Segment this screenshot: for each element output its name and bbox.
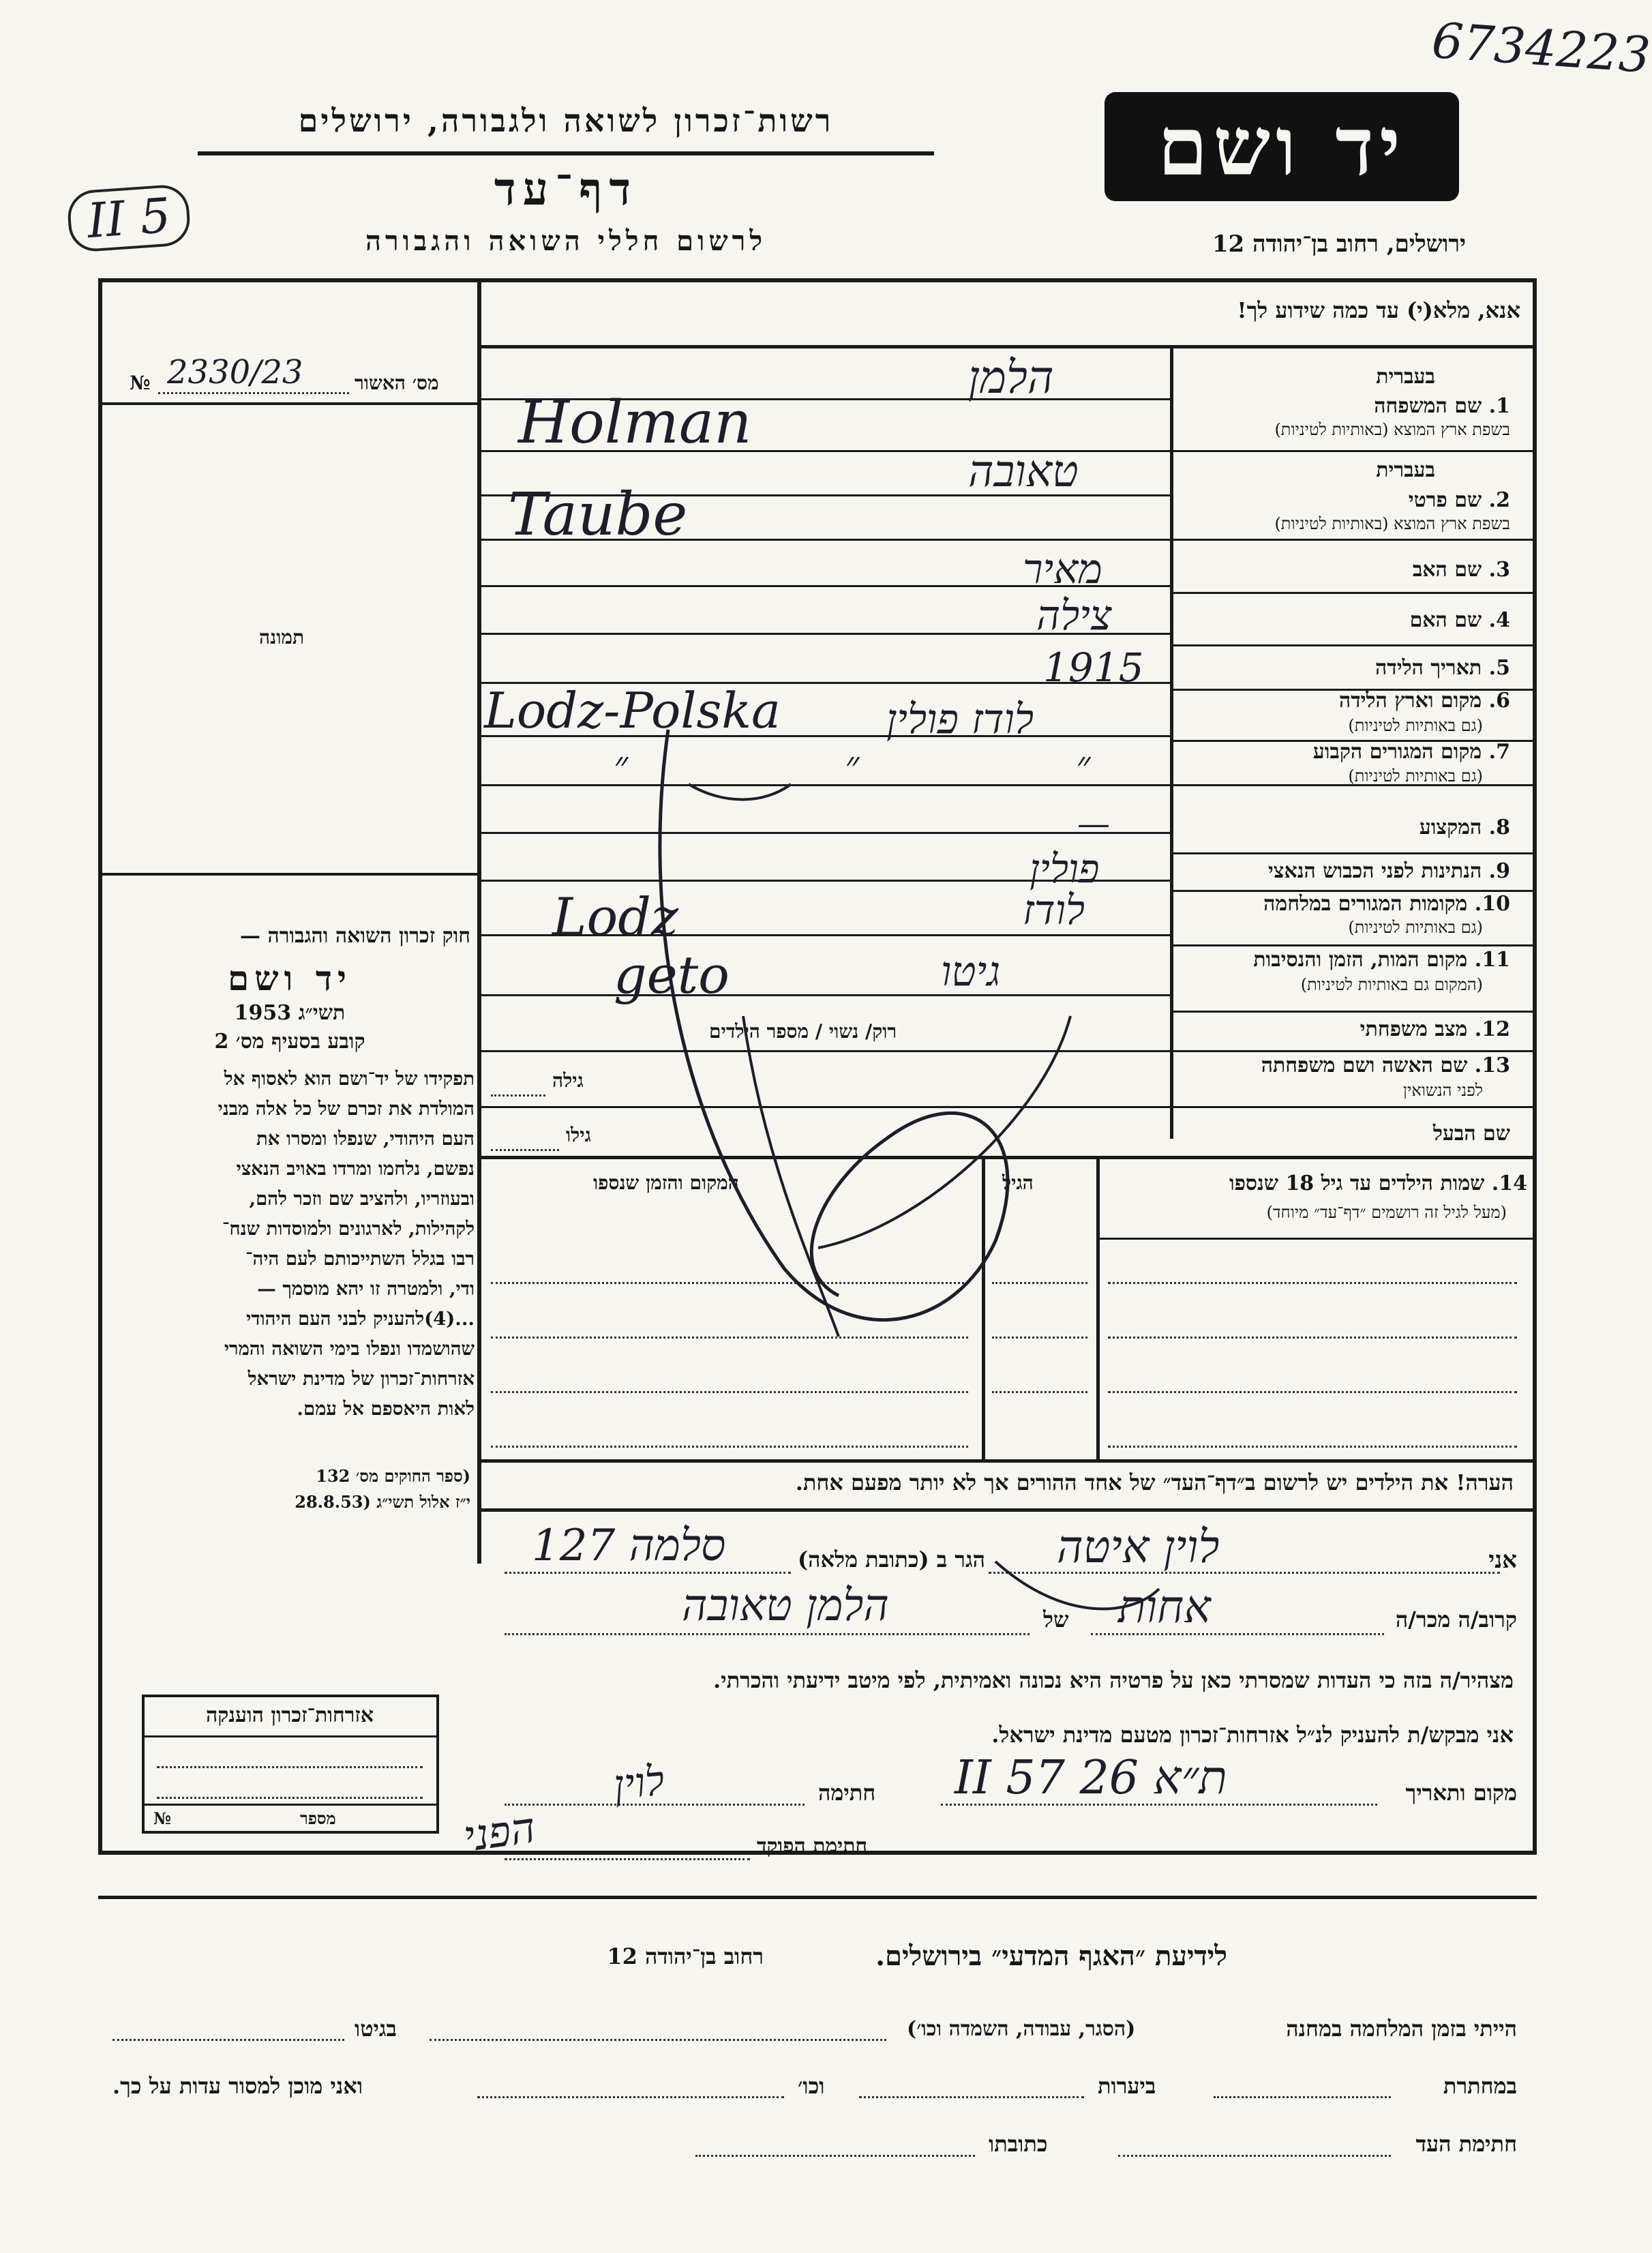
place-date-label: מקום ותאריך bbox=[1405, 1780, 1517, 1806]
law-source-date: י״ז אלול תשי״ג (28.8.53 bbox=[295, 1492, 470, 1512]
citizenship-title: אזרחות־זכרון הוענקה bbox=[205, 1703, 374, 1727]
first-name-sub: בשפת ארץ המוצא (באותיות לטיניות) bbox=[1274, 514, 1510, 533]
marital-status-label: מצב משפחתי bbox=[1360, 1017, 1468, 1041]
law-body-line: רבו בגלל השתייכותם לעם היה־ bbox=[245, 1248, 475, 1270]
residence-value[interactable]: ״ ״ ״ bbox=[614, 743, 1193, 788]
archive-number: 6734223 bbox=[1430, 11, 1652, 85]
children-col-place: המקום והזמן שנספו bbox=[593, 1172, 739, 1194]
law-source: (ספר החוקים מס׳ 132 bbox=[316, 1466, 470, 1486]
law-body-line: שהושמדו ונפלו בימי השואה והמרי bbox=[224, 1338, 475, 1360]
field-number: 12. bbox=[1474, 1017, 1510, 1041]
law-body-line: נפשם, נלחמו ומרדו באויב הנאצי bbox=[236, 1158, 475, 1180]
first-name-label: שם פרטי bbox=[1408, 488, 1482, 512]
field-number: 4. bbox=[1488, 608, 1510, 632]
field-number: 2. bbox=[1488, 488, 1510, 512]
field-number: 11. bbox=[1474, 948, 1510, 972]
surname-hebrew-value[interactable]: הלמן bbox=[968, 351, 1054, 404]
law-body-line: ...(4)להעניק לבני העם היהודי bbox=[246, 1308, 475, 1330]
wartime-residence-value[interactable]: לודז bbox=[1023, 886, 1085, 934]
mother-name-value[interactable]: צילה bbox=[1036, 592, 1112, 640]
death-place-latin-value[interactable]: geto bbox=[614, 944, 730, 1005]
bottom-line1-camp: הייתי בזמן המלחמה במחנה bbox=[1286, 2016, 1517, 2042]
form-title: דף־עד bbox=[494, 162, 638, 215]
law-body-line: אזרחות־זכרון של מדינת ישראל bbox=[247, 1368, 475, 1390]
nationality-value[interactable]: פולין bbox=[1030, 846, 1100, 892]
law-body-line: לאות היאספם אל עמם. bbox=[297, 1398, 475, 1420]
declarant-address-value[interactable]: סלמה 127 bbox=[532, 1521, 726, 1571]
note: הערה! את הילדים יש לרשום ב״דף־העד״ של אחד ההורים אך לא יותר מפעם אחת. bbox=[795, 1469, 1514, 1495]
birth-date-label: תאריך הלידה bbox=[1375, 656, 1482, 680]
margin-note: II 5 bbox=[66, 183, 192, 253]
wife-name-sub: לפני הנשואין bbox=[1402, 1081, 1483, 1100]
field-number: 3. bbox=[1488, 558, 1510, 582]
declarant-resides-label: הגר ב (כתובת מלאה) bbox=[798, 1547, 985, 1572]
wartime-residence-label: מקומות המגורים במלחמה bbox=[1263, 892, 1468, 916]
marital-status-options[interactable]: רוק/ נשוי / מספר הילדים bbox=[709, 1020, 897, 1043]
registration-value: 2330/23 bbox=[167, 353, 303, 391]
bottom-line2-etc: וכו׳ bbox=[798, 2073, 825, 2099]
father-name-value[interactable]: מאיר bbox=[1023, 546, 1102, 593]
declarant-of-label: של bbox=[1043, 1607, 1069, 1632]
officer-signature-label: חתימת הפוקד bbox=[757, 1834, 868, 1858]
declaration: מצהיר/ה בזה כי העדות שמסרתי כאן על פרטיה היא נכונה ואמיתית, לפי מיטב ידיעתי והכרתי. bbox=[713, 1667, 1514, 1693]
law-body-line: ודי, ולמטרה זו יהא מוסמך — bbox=[257, 1278, 475, 1300]
declarant-of-value[interactable]: הלמן טאובה bbox=[682, 1581, 889, 1631]
signature-value[interactable]: לוין bbox=[611, 1757, 667, 1810]
citizenship-number-label: מספר bbox=[300, 1808, 336, 1828]
children-sub: (מעל לגיל זה רושמים ״דף־עד״ מיוחד) bbox=[1266, 1203, 1507, 1222]
bottom-line1-ghetto: בגיטו bbox=[355, 2016, 397, 2042]
request: אני מבקש/ת להעניק לנ״ל אזרחות־זכרון מטעם מדינת ישראל. bbox=[991, 1722, 1514, 1748]
org-line: רשות־זכרון לשואה ולגבורה, ירושלים bbox=[298, 102, 834, 139]
law-body-line: לקהילות, לארגונים ולמוסדות שנח־ bbox=[222, 1218, 475, 1240]
citizenship-no-mark: № bbox=[153, 1808, 172, 1828]
field-number: 10. bbox=[1474, 892, 1510, 916]
wartime-residence-sub: (גם באותיות לטיניות) bbox=[1348, 918, 1483, 937]
surname-sub: בשפת ארץ המוצא (באותיות לטיניות) bbox=[1274, 420, 1510, 439]
field-number: 7. bbox=[1488, 740, 1510, 764]
death-place-value[interactable]: גיטו bbox=[941, 948, 1001, 996]
husband-name-label: שם הבעל bbox=[1432, 1122, 1510, 1146]
birth-place-value[interactable]: לודז פולין bbox=[886, 696, 1034, 743]
law-logo: יד ושם bbox=[228, 958, 352, 998]
yad-vashem-logo: יד ושם bbox=[1105, 92, 1459, 201]
place-date-value[interactable]: ת״א 26 II 57 bbox=[955, 1751, 1227, 1805]
field-number: 5. bbox=[1488, 656, 1510, 680]
bottom-address-label: כתובתו bbox=[989, 2131, 1048, 2157]
bottom-line1-types: (הסגר, עבודה, השמדה וכו׳) bbox=[907, 2017, 1136, 2041]
registration-label: מס׳ האשור bbox=[355, 372, 439, 394]
field-number: 6. bbox=[1488, 689, 1510, 713]
bottom-line2-testimony: ואני מוכן למסור עדות על כך. bbox=[112, 2073, 363, 2099]
declarant-relation-value[interactable]: אחות bbox=[1118, 1581, 1211, 1633]
in-hebrew-label: בעברית bbox=[1376, 458, 1435, 482]
profession-value[interactable]: — bbox=[1077, 805, 1110, 843]
bottom-title: לידיעת ״האגף המדעי״ בירושלים. bbox=[875, 1940, 1227, 1972]
address: ירושלים, רחוב בן־יהודה 12 bbox=[1212, 230, 1466, 258]
husband-age-label: גילו bbox=[566, 1124, 591, 1146]
wartime-residence-latin-value[interactable]: Lodz bbox=[552, 886, 678, 947]
field-number: 9. bbox=[1488, 859, 1510, 883]
law-body-line: המולדת את זכרם של כל אלה מבני bbox=[217, 1098, 475, 1120]
instructions: אנא, מלא(י) עד כמה שידוע לך! bbox=[1237, 297, 1520, 323]
birth-place-latin-value[interactable]: Lodz-Polska bbox=[484, 682, 781, 739]
field-number: 14. bbox=[1491, 1172, 1527, 1195]
in-hebrew-label: בעברית bbox=[1376, 365, 1435, 389]
wife-age-label: גילה bbox=[552, 1069, 584, 1092]
father-name-label: שם האב bbox=[1412, 558, 1482, 582]
birth-date-value[interactable]: 1915 bbox=[1043, 644, 1144, 691]
declarant-relative-label: קרוב/ה מכר/ה bbox=[1395, 1607, 1517, 1632]
residence-label: מקום המגורים הקבוע bbox=[1312, 740, 1482, 764]
signature-label: חתימה bbox=[818, 1780, 876, 1806]
officer-signature-value[interactable]: הפני bbox=[460, 1802, 539, 1862]
wife-name-label: שם האשה ושם משפחתה bbox=[1261, 1054, 1468, 1077]
bottom-line2-underground: במחתרת bbox=[1443, 2073, 1517, 2099]
surname-latin-value[interactable]: Holman bbox=[518, 389, 752, 457]
bottom-address: רחוב בן־יהודה 12 bbox=[607, 1943, 764, 1969]
law-body-line: העם היהודי, שנפלו ומסרו את bbox=[256, 1128, 475, 1150]
bottom-witness-signature: חתימת העד bbox=[1415, 2131, 1517, 2157]
death-place-label: מקום המות, הזמן והנסיבות bbox=[1253, 948, 1468, 972]
law-year: תשי״ג 1953 bbox=[234, 1001, 346, 1025]
first-name-latin-value[interactable]: Taube bbox=[508, 481, 688, 549]
surname-label: שם המשפחה bbox=[1374, 394, 1482, 418]
children-label: שמות הילדים עד גיל 18 שנספו bbox=[1229, 1172, 1485, 1195]
birth-place-label: מקום וארץ הלידה bbox=[1338, 689, 1482, 713]
birth-place-sub: (גם באותיות לטיניות) bbox=[1348, 716, 1483, 735]
field-number: 13. bbox=[1474, 1054, 1510, 1077]
field-number: 8. bbox=[1488, 816, 1510, 839]
registration-no-mark: № bbox=[130, 372, 151, 394]
death-place-sub: (המקום גם באותיות לטיניות) bbox=[1300, 975, 1483, 994]
nationality-label: הנתינות לפני הכבוש הנאצי bbox=[1267, 859, 1482, 883]
law-clause: קובע בסעיף מס׳ 2 bbox=[214, 1030, 365, 1054]
bottom-line2-forests: ביערות bbox=[1098, 2073, 1156, 2099]
law-heading: חוק זכרון השואה והגבורה — bbox=[240, 924, 470, 948]
form-subtitle: לרשום חללי השואה והגבורה bbox=[365, 225, 767, 257]
law-body-line: ובעוזריו, ולהציב שם וזכר להם, bbox=[249, 1188, 475, 1210]
declarant-name-value[interactable]: לוין איטה bbox=[1057, 1521, 1220, 1573]
residence-sub: (גם באותיות לטיניות) bbox=[1348, 766, 1483, 786]
field-number: 1. bbox=[1488, 394, 1510, 418]
mother-name-label: שם האם bbox=[1409, 608, 1482, 632]
children-col-age: הגיל bbox=[1002, 1172, 1034, 1194]
profession-label: המקצוע bbox=[1419, 816, 1482, 839]
first-name-hebrew-value[interactable]: טאובה bbox=[968, 447, 1079, 497]
photo-label: תמונה bbox=[259, 626, 305, 648]
law-body-line: תפקידו של יד־ושם הוא לאסוף אל bbox=[224, 1068, 475, 1090]
declarant-i-label: אני bbox=[1488, 1547, 1517, 1574]
